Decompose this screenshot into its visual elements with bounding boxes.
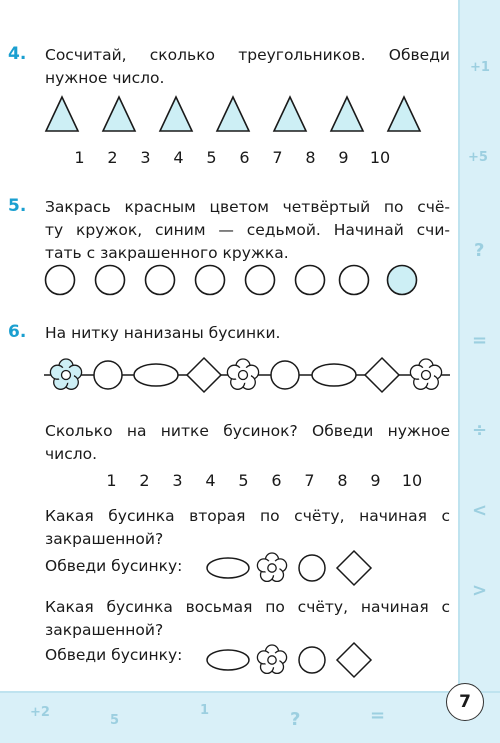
plus-two-decoration: +2 [30, 705, 50, 720]
triangle-1 [46, 97, 78, 131]
question-2-prompt: Обведи бусинку: [45, 557, 183, 575]
triangle-2 [103, 97, 135, 131]
task-6-intro: На нитку нанизаны бусинки. [45, 324, 281, 342]
question-1-line-2: число. [45, 445, 98, 463]
task-5-line-1: Закрась красным цветом четвёртый по счё- [45, 198, 450, 216]
option-circle[interactable] [299, 555, 325, 581]
task-4-text [45, 44, 450, 90]
option-flower[interactable] [257, 553, 286, 581]
bead-circle [271, 361, 299, 389]
triangle-7 [388, 97, 420, 131]
question-2-bead-options [206, 548, 376, 588]
bead-flower [410, 359, 441, 389]
question-1-line-1: Сколько на нитке бусинок? Обведи нужное [45, 422, 450, 440]
question-2-line-1: Какая бусинка вторая по счёту, начиная с [45, 507, 450, 525]
task-5-text [45, 196, 450, 265]
bead-diamond [365, 358, 399, 392]
circle-4[interactable] [196, 266, 225, 295]
number-choice[interactable]: 9 [338, 148, 349, 167]
number-choice[interactable]: 4 [205, 471, 216, 490]
number-choice[interactable]: 4 [173, 148, 184, 167]
bead-circle [94, 361, 122, 389]
task-4-line-2: нужное число. [45, 69, 165, 87]
number-choice[interactable]: 1 [74, 148, 85, 167]
question-decoration: ? [474, 240, 485, 261]
number-choice[interactable]: 8 [305, 148, 316, 167]
bead-flower [227, 359, 258, 389]
bead-flower-shaded [50, 359, 81, 389]
circle-2[interactable] [96, 266, 125, 295]
number-choice[interactable]: 10 [401, 471, 423, 490]
question-decoration-bottom: ? [290, 709, 301, 730]
number-choice[interactable]: 6 [239, 148, 250, 167]
number-choice[interactable]: 2 [107, 148, 118, 167]
task-5-line-3: тать с закрашенного кружка. [45, 244, 289, 262]
triangle-3 [160, 97, 192, 131]
task-6-number: 6. [8, 322, 27, 342]
less-than-decoration: < [472, 500, 488, 521]
option-flower[interactable] [257, 645, 286, 673]
bead-oval [134, 364, 178, 386]
circle-1[interactable] [46, 266, 75, 295]
number-choice[interactable]: 3 [172, 471, 183, 490]
number-choice[interactable]: 2 [139, 471, 150, 490]
equals-decoration: = [472, 330, 488, 351]
bead-oval [312, 364, 356, 386]
triangle-5 [274, 97, 306, 131]
option-diamond[interactable] [337, 551, 371, 585]
task-4-line-1: Сосчитай, сколько треугольников. Обведи [45, 46, 450, 64]
option-oval[interactable] [207, 650, 249, 670]
task-4-number: 4. [8, 44, 27, 64]
equals-decoration-bottom: = [370, 705, 386, 726]
one-decoration: 1 [200, 703, 210, 718]
bead-diamond [187, 358, 221, 392]
circles-row [44, 264, 444, 300]
page-number: 7 [446, 683, 484, 721]
circle-shaded [388, 266, 417, 295]
triangle-4 [217, 97, 249, 131]
number-choice[interactable]: 1 [106, 471, 117, 490]
greater-than-decoration: > [472, 580, 488, 601]
number-choice[interactable]: 7 [304, 471, 315, 490]
task-6-question-2 [45, 505, 450, 551]
option-oval[interactable] [207, 558, 249, 578]
number-choice[interactable]: 5 [206, 148, 217, 167]
number-choice[interactable]: 6 [271, 471, 282, 490]
task-4-number-choices [63, 148, 400, 167]
question-2-line-2: закрашенной? [45, 530, 164, 548]
option-diamond[interactable] [337, 643, 371, 677]
task-6-number-choices [95, 471, 432, 490]
number-choice[interactable]: 5 [238, 471, 249, 490]
circle-6[interactable] [296, 266, 325, 295]
plus-one-decoration: +1 [470, 60, 490, 75]
bottom-decoration-panel [0, 691, 500, 743]
option-circle[interactable] [299, 647, 325, 673]
question-3-line-2: закрашенной? [45, 621, 164, 639]
task-5-number: 5. [8, 196, 27, 216]
task-5-line-2: ту кружок, синим — седьмой. Начинай счи- [45, 221, 450, 239]
number-choice[interactable]: 7 [272, 148, 283, 167]
divide-decoration: ÷ [472, 420, 488, 441]
plus-five-decoration: +5 [468, 150, 488, 165]
number-choice[interactable]: 3 [140, 148, 151, 167]
five-decoration: 5 [110, 713, 120, 728]
question-3-line-1: Какая бусинка восьмая по счёту, начиная с [45, 598, 450, 616]
number-choice[interactable]: 9 [370, 471, 381, 490]
question-3-prompt: Обведи бусинку: [45, 646, 183, 664]
question-3-bead-options [206, 640, 376, 680]
task-6-question-3 [45, 596, 450, 642]
circle-3[interactable] [146, 266, 175, 295]
side-decoration-panel [458, 0, 500, 743]
task-6-question-1 [45, 420, 450, 466]
number-choice[interactable]: 10 [369, 148, 391, 167]
bead-string [44, 354, 454, 398]
number-choice[interactable]: 8 [337, 471, 348, 490]
triangle-6 [331, 97, 363, 131]
circle-7[interactable] [340, 266, 369, 295]
triangles-row [44, 95, 444, 135]
circle-5[interactable] [246, 266, 275, 295]
